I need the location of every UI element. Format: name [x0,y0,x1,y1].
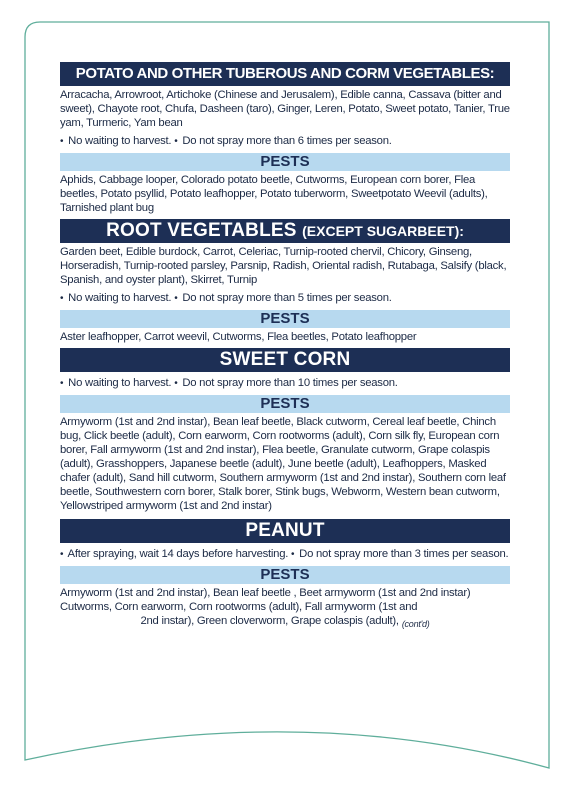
note-spray-limit-peanut: Do not spray more than 3 times per season. [299,548,509,560]
pests-heading-corn: PESTS [60,395,510,413]
pests-heading-root: PESTS [60,310,510,328]
pest-list-root: Aster leafhopper, Carrot weevil, Cutworms, Flea beetles, Potato leafhopper [60,331,417,343]
section-title-root-vegetables [60,219,510,243]
pest-list-corn: Armyworm (1st and 2nd instar), Bean leaf beetle, Black cutworm, Cereal leaf beetle, Chinch bug, Click beetle (adult), Corn earworm, Corn rootworms (adult), Corn silk fly, European corn borer, Fall armyworm (1st and 2nd instar), Flea beetle, Granulate cutworm, Grape colaspis (adult), Grasshoppers, Japanese beetle (adult), June beetle (adult), Leafhoppers, Masked chafer (adult), Sand hill cutworm, Southern armyworm (1st and 2nd instar), Southern corn leaf beetle, Southwestern corn borer, Stalk borer, Stink bugs, Webworm, Western bean cutworm, Yellowstriped armyworm (1st and 2nd instar) [60,416,506,512]
bullet-icon: • [291,549,295,560]
pest-list-peanut [60,586,510,614]
document-body [60,62,510,631]
bullet-icon: • [174,293,178,304]
pests-heading-potato: PESTS [60,153,510,171]
harvest-note-root [60,291,510,306]
crop-list-root: Garden beet, Edible burdock, Carrot, Celeriac, Turnip-rooted chervil, Chicory, Ginseng, Horseradish, Turnip-rooted parsley, Parsnip, Radish, Oriental radish, Rutabaga, Salsify (black, Spanish, and oyster plant), Skirret, Turnip [60,246,507,286]
note-wait-days-peanut: After spraying, wait 14 days before harvesting. [67,548,289,560]
bullet-icon: • [60,293,64,304]
pests-heading-peanut: PESTS [60,566,510,584]
note-spray-limit-corn: Do not spray more than 10 times per season. [182,377,398,389]
note-waiting-potato: No waiting to harvest. [68,135,172,147]
note-spray-limit-potato: Do not spray more than 6 times per season. [182,135,392,147]
crop-list-potato: Arracacha, Arrowroot, Artichoke (Chinese and Jerusalem), Edible canna, Cassava (bitter and sweet), Chayote root, Chufa, Dasheen (taro), Ginger, Leren, Potato, Sweet potato, Tanier, True yam, Turmeric, Yam bean [60,89,510,129]
note-waiting-root: No waiting to harvest. [68,292,172,304]
pest-list-peanut-line-2: 2nd instar), Green cloverworm, Grape colaspis (adult), [140,615,399,627]
harvest-note-potato [60,134,510,149]
section-title-root-main: ROOT VEGETABLES [106,220,297,241]
bullet-icon: • [174,136,178,147]
section-title-peanut: PEANUT [60,519,510,543]
section-title-sweet-corn: SWEET CORN [60,348,510,372]
section-title-root-sub: (EXCEPT SUGARBEET): [302,223,464,239]
note-waiting-corn: No waiting to harvest. [68,377,172,389]
section-title-potato: POTATO AND OTHER TUBEROUS AND CORM VEGETABLES: [60,62,510,86]
pest-list-peanut-continued [60,614,510,631]
bullet-icon: • [60,136,64,147]
harvest-note-peanut [60,547,510,562]
pest-list-potato: Aphids, Cabbage looper, Colorado potato beetle, Cutworms, European corn borer, Flea beetles, Potato psyllid, Potato leafhopper, Potato tuberworm, Sweetpotato Weevil (adults), Tarnished plant bug [60,174,488,214]
harvest-note-corn [60,376,510,391]
bullet-icon: • [60,549,64,560]
continued-marker: (cont'd) [401,619,430,629]
pest-list-peanut-line-1: Armyworm (1st and 2nd instar), Bean leaf beetle , Beet armyworm (1st and 2nd instar) Cutworms, Corn earworm, Corn rootworms (adult), Fall armyworm (1st and [60,587,471,613]
bullet-icon: • [174,378,178,389]
note-spray-limit-root: Do not spray more than 5 times per season. [182,292,392,304]
bullet-icon: • [60,378,64,389]
